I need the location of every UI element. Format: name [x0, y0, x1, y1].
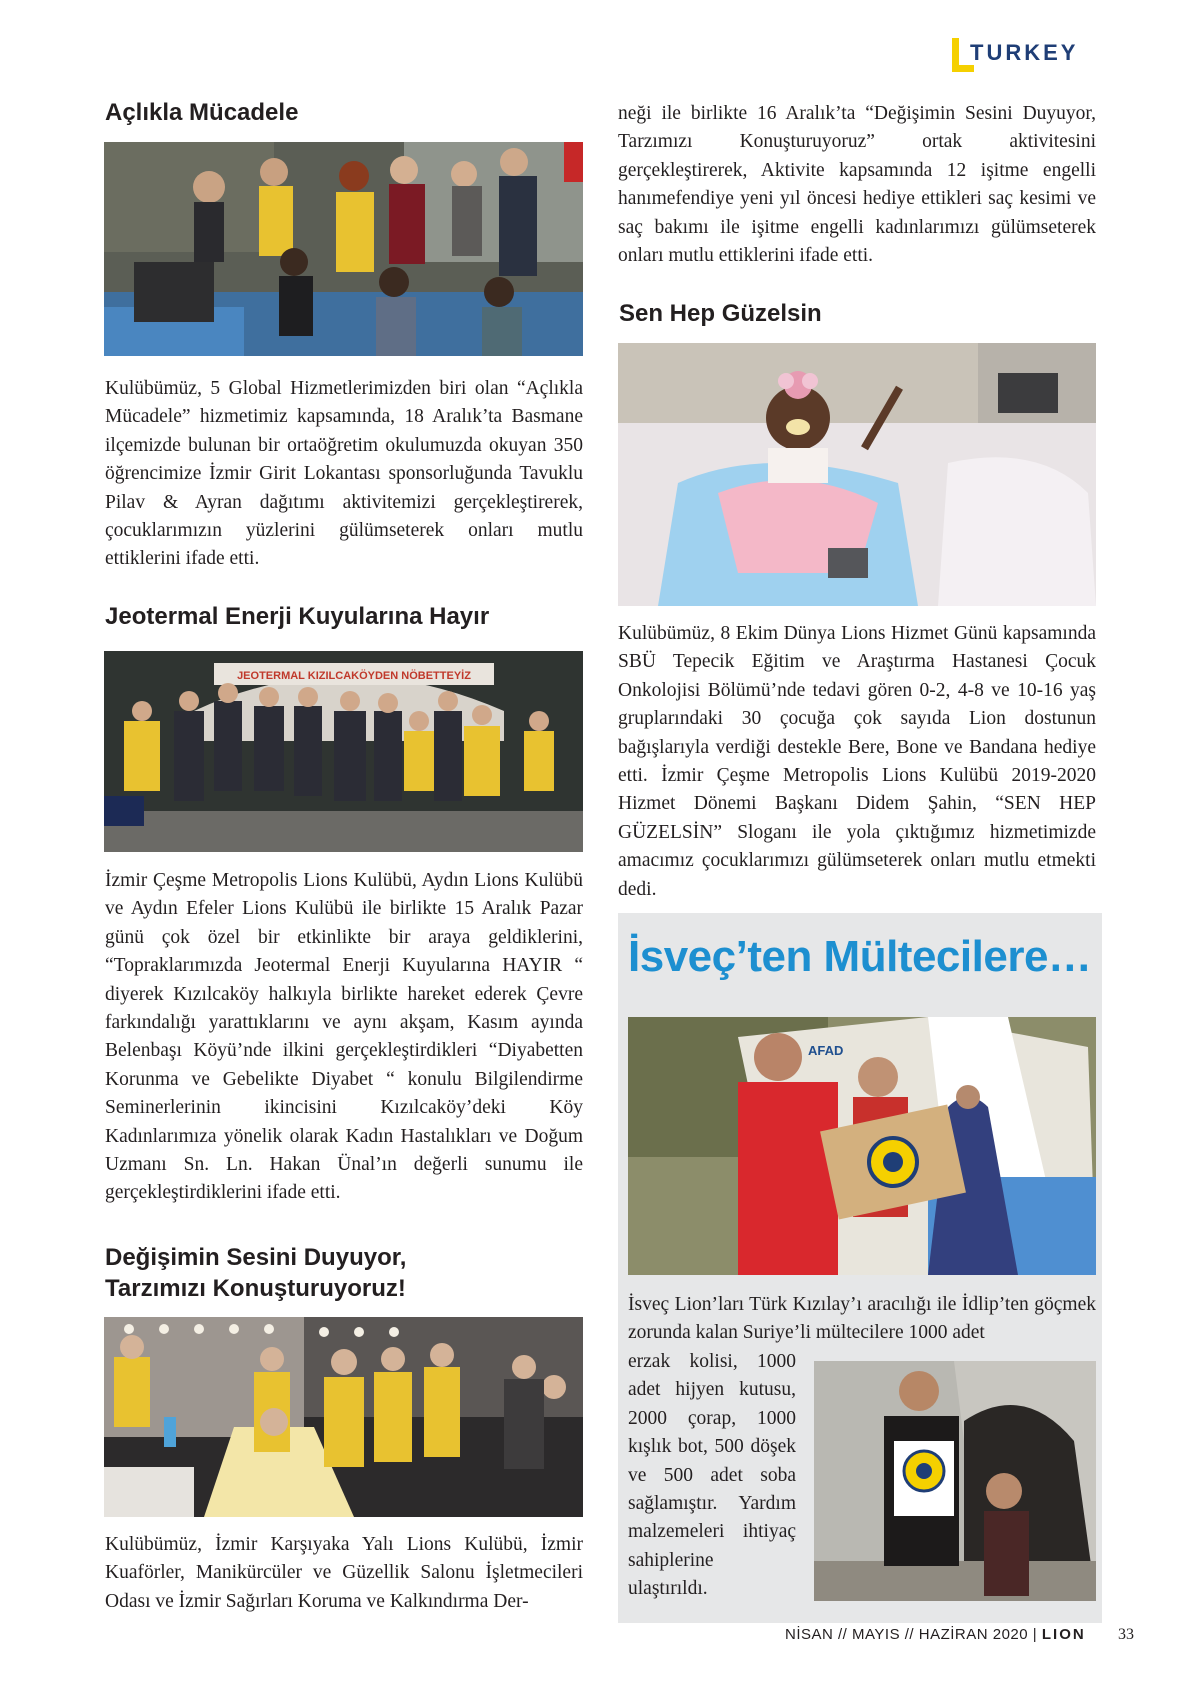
protest-banner-text: JEOTERMAL KIZILCAKÖYDEN NÖBETTEYİZ — [237, 670, 471, 682]
photo-hair-salon — [104, 1317, 583, 1517]
section-title-aclik: Açlıkla Mücadele — [105, 99, 299, 126]
section-body-isvec-narrow: erzak kolisi, 1000 adet hijyen kutusu, 2000 çorap, 1000 kışlık bot, 500 döşek ve 500 adet soba sağlamıştır. Yardım malzemeleri ihtiyaç sahiplerine ulaştırıldı. — [628, 1351, 796, 1600]
section-title-guzel: Sen Hep Güzelsin — [619, 300, 822, 327]
page-number: 33 — [1118, 1626, 1134, 1643]
section-body-aclik: Kulübümüz, 5 Global Hizmetlerimizden biri olan “Açlıkla Mücadele” hizmetimiz kapsamında, 18 Aralık’ta Basmane ilçemizde bulunan bir ortaöğretim okulumuzda okuyan 350 öğrencimize İzmir Girit Lokantası sponsorluğunda Tavuklu Pilav & Ayran dağıtımı aktivitemizi gerçekleştirerek, çocuklarımızın yüzlerini gülümseterek onları mutlu ettiklerini ifade etti. — [105, 378, 583, 570]
section-body-degisim-left: Kulübümüz, İzmir Karşıyaka Yalı Lions Kulübü, İzmir Kuaförler, Manikürcüler ve Güzellik Salonu İşletmecileri Odası ve İzmir Sağırları Koruma ve Kalkındırma Der- — [105, 1534, 583, 1612]
section-body-jeotermal: İzmir Çeşme Metropolis Lions Kulübü, Aydın Lions Kulübü ve Aydın Efeler Lions Kulübü ile birlikte 15 Aralık Pazar günü çok özel bir etkinlikte bir araya geldiklerini, “Topraklarımızda Jeotermal Enerji Kuyularına HAYIR “ diyerek Kızılcaköy halkıyla birlikte hareket ederek Çevre farkındalığı yarattıklarını ve aynı akşam, Kasım ayında Belenbaşı Köyü’nde ilkini gerçekleştirdikleri “Diyabetten Korunma ve Gebelikte Diyabet “ konulu Bilgilendirme Seminerlerinin ikincisini Kızılcaköy’deki Köy Kadınlarımıza yönelik olarak Kadın Hastalıkları ve Doğum Uzmanı Sn. Ln. Hakan Ünal’ın değerli sunumu ile gerçekleştirdiklerini ifade etti. — [105, 870, 583, 1204]
section-body-guzel: Kulübümüz, 8 Ekim Dünya Lions Hizmet Günü kapsamında SBÜ Tepecik Eğitim ve Araştırma Hastanesi Çocuk Onkolojisi Bölümü’nde tedavi gören 0-2, 4-8 ve 10-16 yaş gruplarındaki 30 çocuğa çok sayıda Lion dostunun bağışlarıyla verdiği destekle Bere, Bone ve Bandana hediye etti. İzmir Çeşme Metropolis Lions Kulübü 2019-2020 Hizmet Dönemi Başkanı Didem Şahin, “SEN HEP GÜZELSİN” Sloganı ile yola çıktığımız hizmetimizde amacımız çocuklarımızı gülümseterek onları mutlu etmekti dedi. — [618, 623, 1096, 900]
footer-brand: LION — [1041, 1626, 1086, 1643]
logo-text: TURKEY — [970, 40, 1079, 65]
photo-food-distribution — [104, 142, 583, 356]
photo-baby-hospital — [618, 343, 1096, 606]
footer-issue-text: NİSAN // MAYIS // HAZİRAN 2020 — [785, 1626, 1029, 1643]
footer-separator: | — [1032, 1626, 1038, 1643]
lion-turkey-logo — [950, 36, 1096, 76]
photo-jeotermal-group — [104, 651, 583, 852]
photo-aid-tent — [628, 1017, 1096, 1275]
section-title-degisim-line2: Tarzımızı Konuşturuyoruz! — [105, 1275, 406, 1302]
footer-issue — [785, 1626, 1086, 1643]
photo-refugee-children — [814, 1361, 1096, 1601]
section-body-degisim-right: neği ile birlikte 16 Aralık’ta “Değişimin Sesini Duyuyor, Tarzımızı Konuşturuyoruz” ortak aktivitesini gerçekleştirerek, Aktivite kapsamında 12 işitme engelli hanımefendiye yeni yıl öncesi hediye ettikleri saç kesimi ve saç bakımı ile işitme engelli kadınlarımızı gülümseterek onları mutlu ettiklerini ifade etti. — [618, 103, 1096, 267]
section-title-jeotermal: Jeotermal Enerji Kuyularına Hayır — [105, 603, 490, 630]
section-body-isvec-full: İsveç Lion’ları Türk Kızılay’ı aracılığı ile İdlip’ten göçmek zorunda kalan Suriye’li mültecilere 1000 adet — [628, 1294, 1096, 1344]
section-title-isvec: İsveç’ten Mültecilere… — [628, 932, 1092, 981]
tent-afad-text: AFAD — [808, 1043, 844, 1058]
section-title-degisim-line1: Değişimin Sesini Duyuyor, — [105, 1244, 407, 1271]
